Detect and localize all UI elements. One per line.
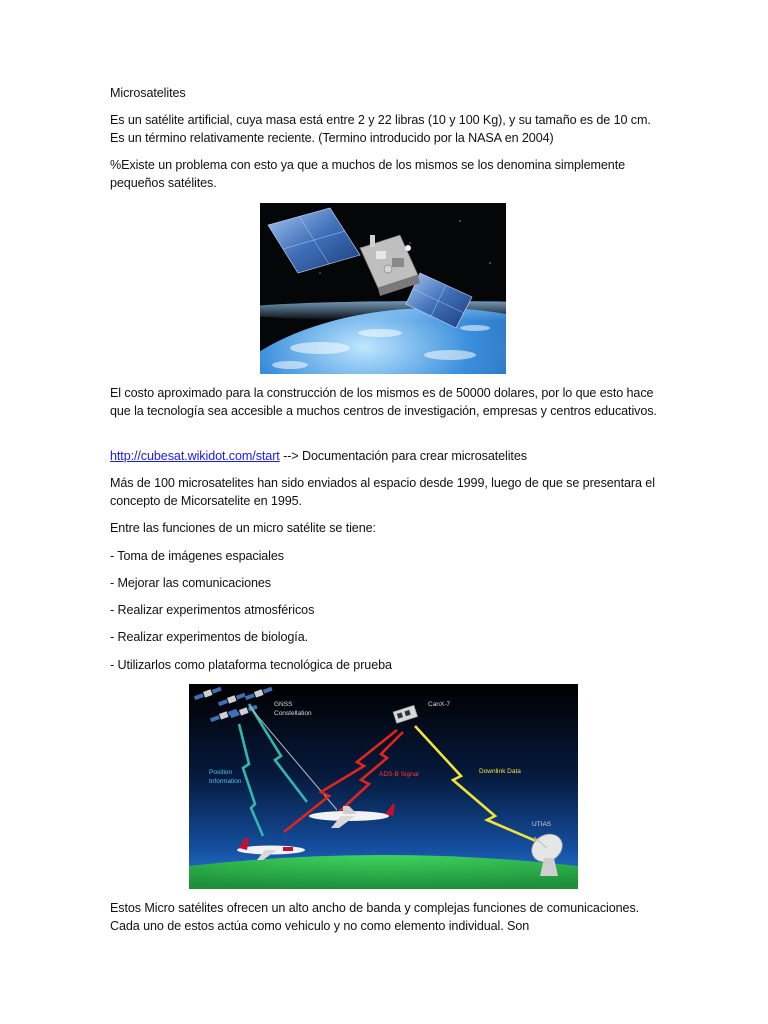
link-line [110, 448, 660, 466]
list-item: - Utilizarlos como plataforma tecnológica de prueba [110, 658, 392, 672]
adsb-label: ADS-B Signal [379, 771, 419, 778]
gnss-label: GNSS [274, 701, 293, 708]
downlink-label: Downlink Data [479, 768, 521, 775]
list-item: - Mejorar las comunicaciones [110, 576, 271, 590]
document-title: Microsatelites [110, 86, 186, 100]
paragraph-cost: El costo aproximado para la construcción de los mismos es de 50000 dolares, por lo que esto hace que la tecnología sea accesible a muchos centros de investigación, empresas y centros educativos. [110, 386, 657, 418]
satellite-photo [260, 203, 506, 374]
link-description: --> Documentación para crear microsatelites [279, 449, 527, 463]
position-label: Information [209, 778, 242, 785]
paragraph-problem: %Existe un problema con esto ya que a muchos de los mismos se los denomina simplemente pequeños satélites. [110, 158, 626, 190]
list-item: - Realizar experimentos de biología. [110, 630, 309, 644]
paragraph-functions-intro: Entre las funciones de un micro satélite se tiene: [110, 521, 376, 535]
cubesat-link[interactable]: http://cubesat.wikidot.com/start [110, 449, 280, 463]
list-item: - Toma de imágenes espaciales [110, 549, 284, 563]
canx7-label: CanX-7 [428, 701, 451, 708]
communications-diagram [189, 684, 578, 889]
list-item: - Realizar experimentos atmosféricos [110, 603, 315, 617]
paragraph-definition: Es un satélite artificial, cuya masa está entre 2 y 22 libras (10 y 100 Kg), y su tamaño es de 10 cm. Es un término relativamente reciente. (Termino introducido por la NASA en 2004) [110, 113, 651, 145]
paragraph-bandwidth: Estos Micro satélites ofrecen un alto ancho de banda y complejas funciones de comunicaciones. Cada uno de estos actúa como vehiculo y no como elemento individual. Son [110, 901, 640, 933]
position-label: Position [209, 769, 233, 776]
paragraph-history: Más de 100 microsatelites han sido enviados al espacio desde 1999, luego de que se presentara el concepto de Micorsatelite en 1995. [110, 476, 655, 508]
utias-label: UTIAS [532, 821, 552, 828]
gnss-label: Constellation [274, 710, 312, 717]
